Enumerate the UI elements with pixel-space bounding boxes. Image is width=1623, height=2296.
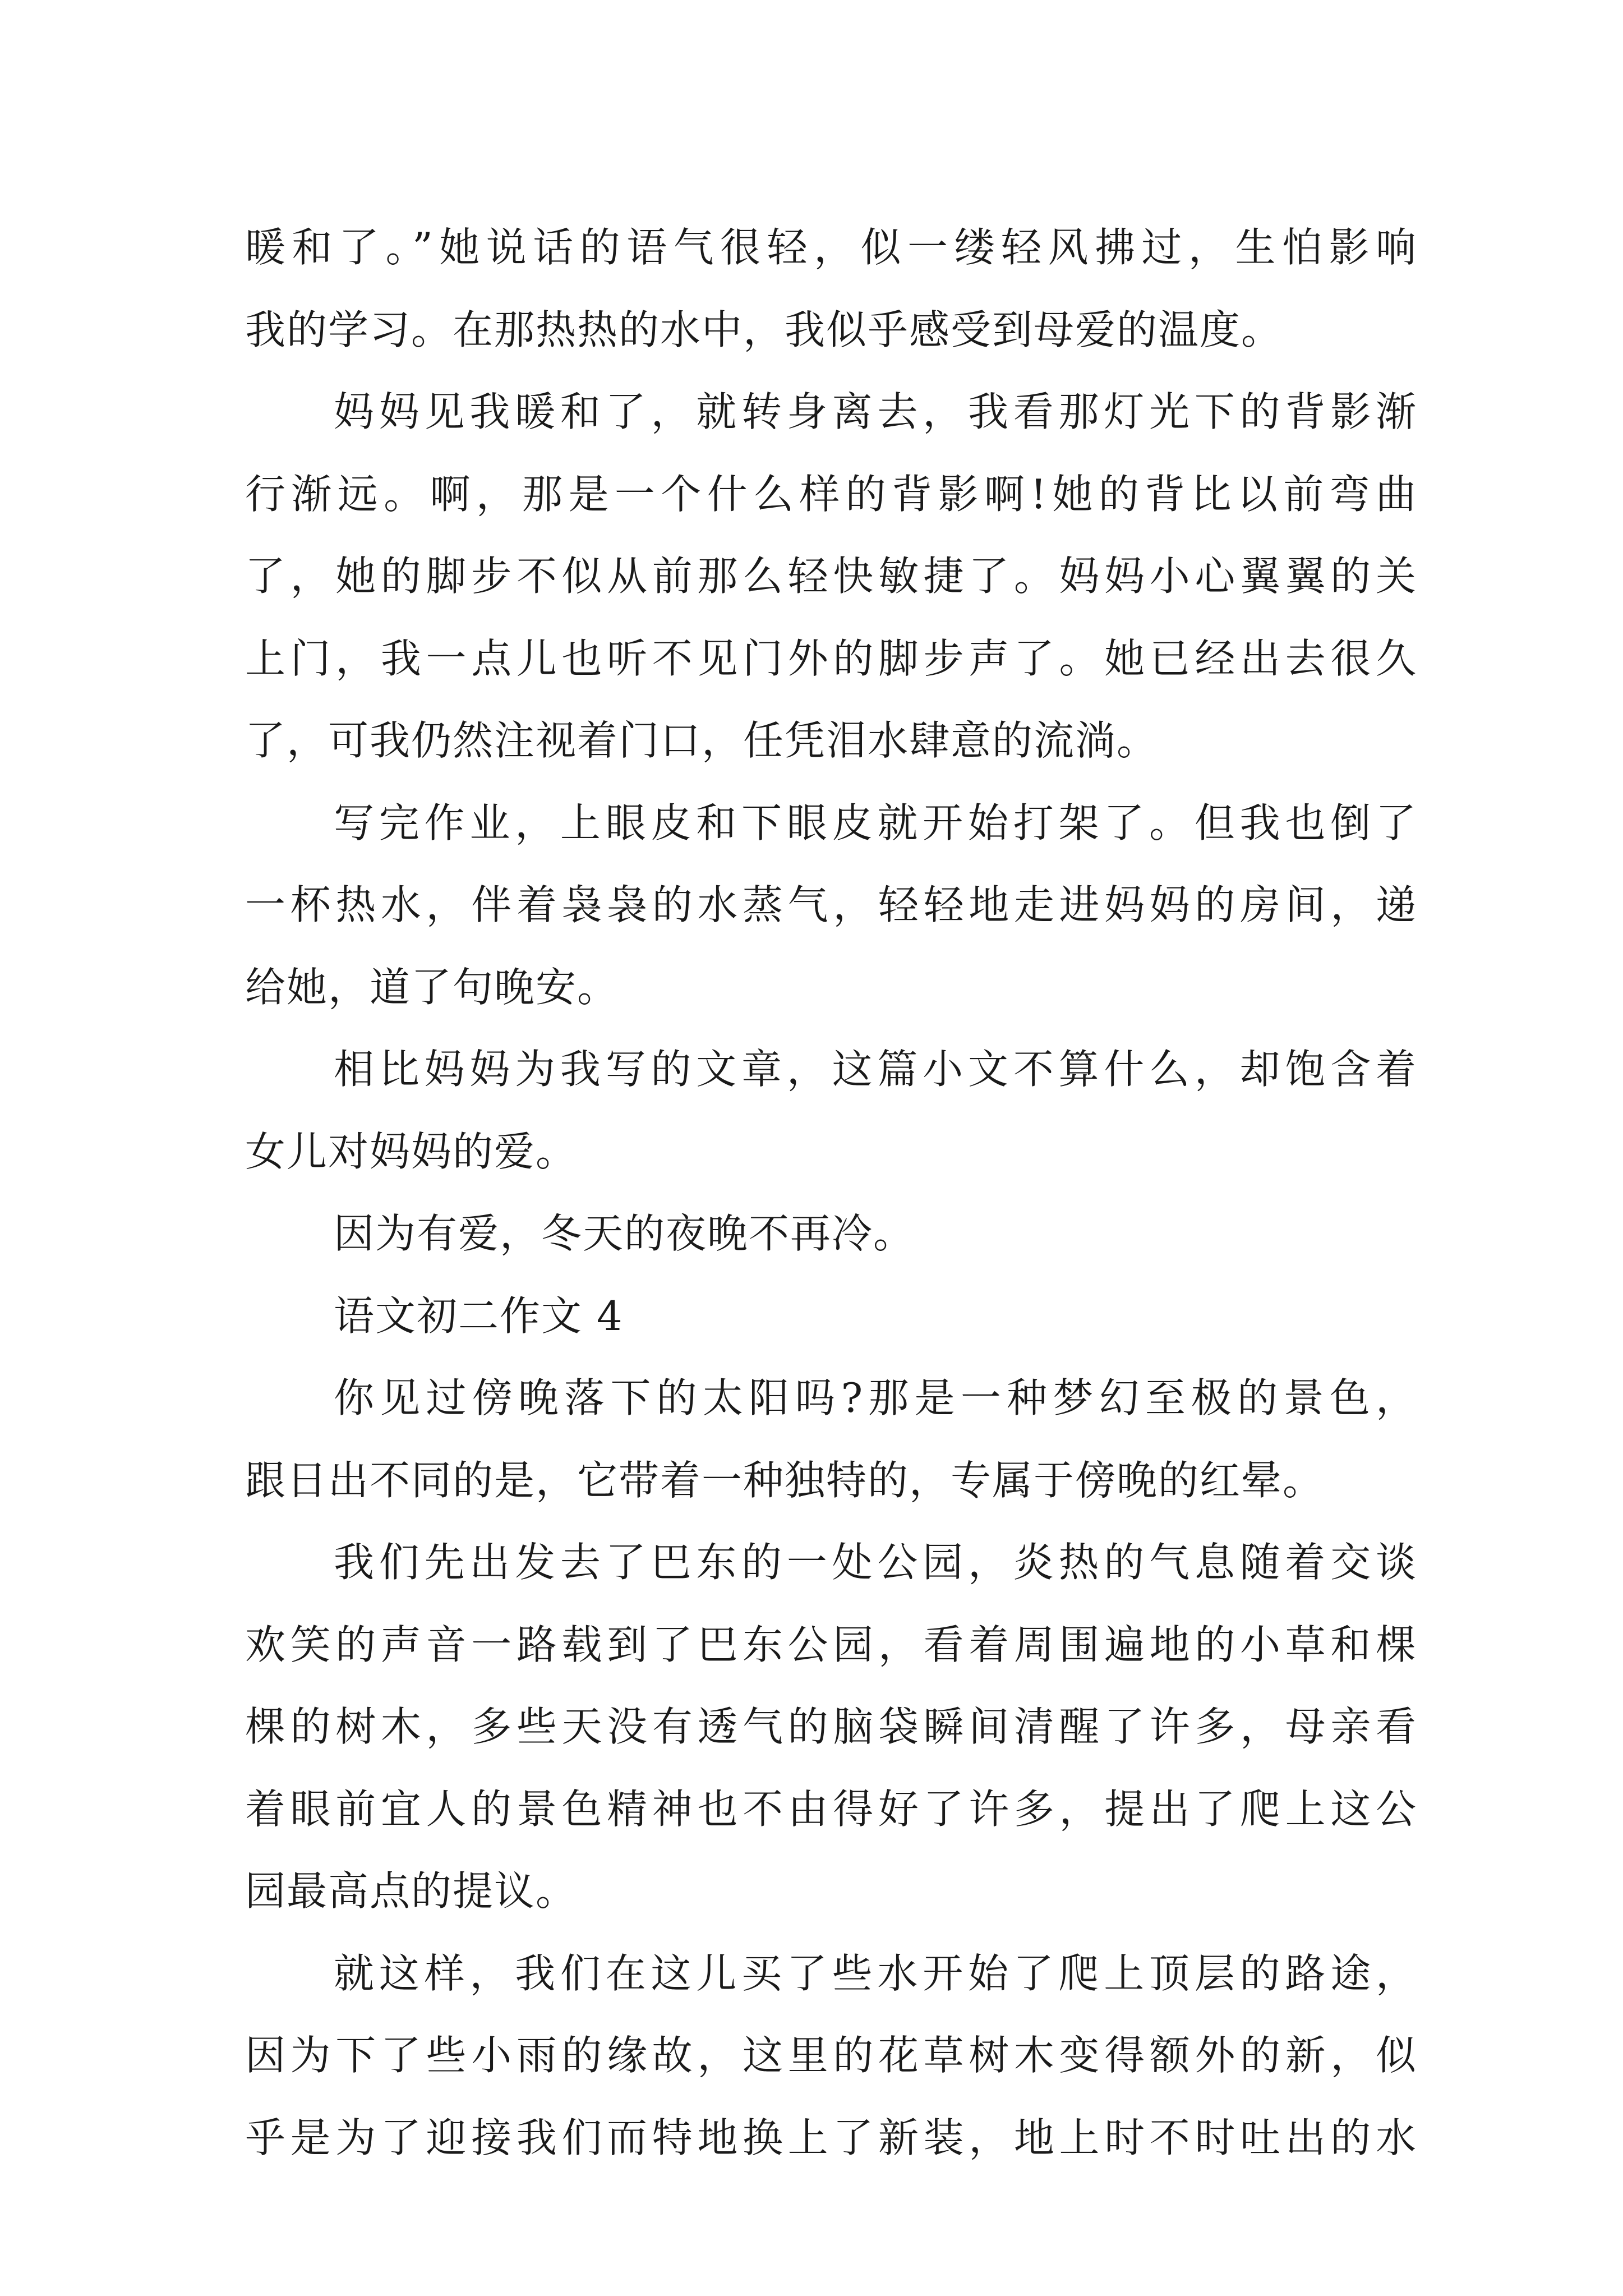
text-line: 女儿对妈妈的爱。 — [245, 1128, 578, 1175]
text-line: 因为下了些小雨的缘故，这里的花草树木变得额外的新，似 — [245, 2032, 1417, 2079]
text-line: 你见过傍晚落下的太阳吗?那是一种梦幻至极的景色， — [334, 1374, 1417, 1421]
text-line: 给她，道了句晚安。 — [245, 963, 619, 1011]
text-line: 乎是为了迎接我们而特地换上了新装，地上时不时吐出的水 — [245, 2114, 1417, 2161]
text-line: 因为有爱，冬天的夜晚不再冷。 — [334, 1210, 915, 1257]
text-line: 暖和了。”她说话的语气很轻，似一缕轻风拂过，生怕影响 — [245, 224, 1417, 271]
document-body — [245, 206, 1417, 2179]
text-line: 我的学习。在那热热的水中，我似乎感受到母爱的温度。 — [245, 306, 1283, 353]
text-line: 园最高点的提议。 — [245, 1867, 578, 1915]
text-line: 了，可我仍然注视着门口，任凭泪水肆意的流淌。 — [245, 717, 1159, 764]
text-line: 上门，我一点儿也听不见门外的脚步声了。她已经出去很久 — [245, 634, 1417, 682]
text-line: 我们先出发去了巴东的一处公园，炎热的气息随着交谈 — [334, 1539, 1417, 1586]
text-line: 语文初二作文 4 — [334, 1292, 624, 1340]
text-line: 棵的树木，多些天没有透气的脑袋瞬间清醒了许多，母亲看 — [245, 1703, 1417, 1750]
text-line: 妈妈见我暖和了，就转身离去，我看那灯光下的背影渐 — [334, 388, 1417, 435]
text-line: 就这样，我们在这儿买了些水开始了爬上顶层的路途， — [334, 1949, 1417, 1997]
text-line: 行渐远。啊，那是一个什么样的背影啊!她的背比以前弯曲 — [245, 470, 1417, 518]
text-line: 写完作业，上眼皮和下眼皮就开始打架了。但我也倒了 — [334, 799, 1417, 846]
text-line: 跟日出不同的是，它带着一种独特的，专属于傍晚的红晕。 — [245, 1456, 1325, 1504]
text-line: 相比妈妈为我写的文章，这篇小文不算什么，却饱含着 — [334, 1046, 1417, 1093]
text-line: 一杯热水，伴着袅袅的水蒸气，轻轻地走进妈妈的房间，递 — [245, 881, 1417, 928]
text-line: 着眼前宜人的景色精神也不由得好了许多，提出了爬上这公 — [245, 1785, 1417, 1833]
text-line: 了，她的脚步不似从前那么轻快敏捷了。妈妈小心翼翼的关 — [245, 553, 1417, 600]
text-line: 欢笑的声音一路载到了巴东公园，看着周围遍地的小草和棵 — [245, 1621, 1417, 1668]
